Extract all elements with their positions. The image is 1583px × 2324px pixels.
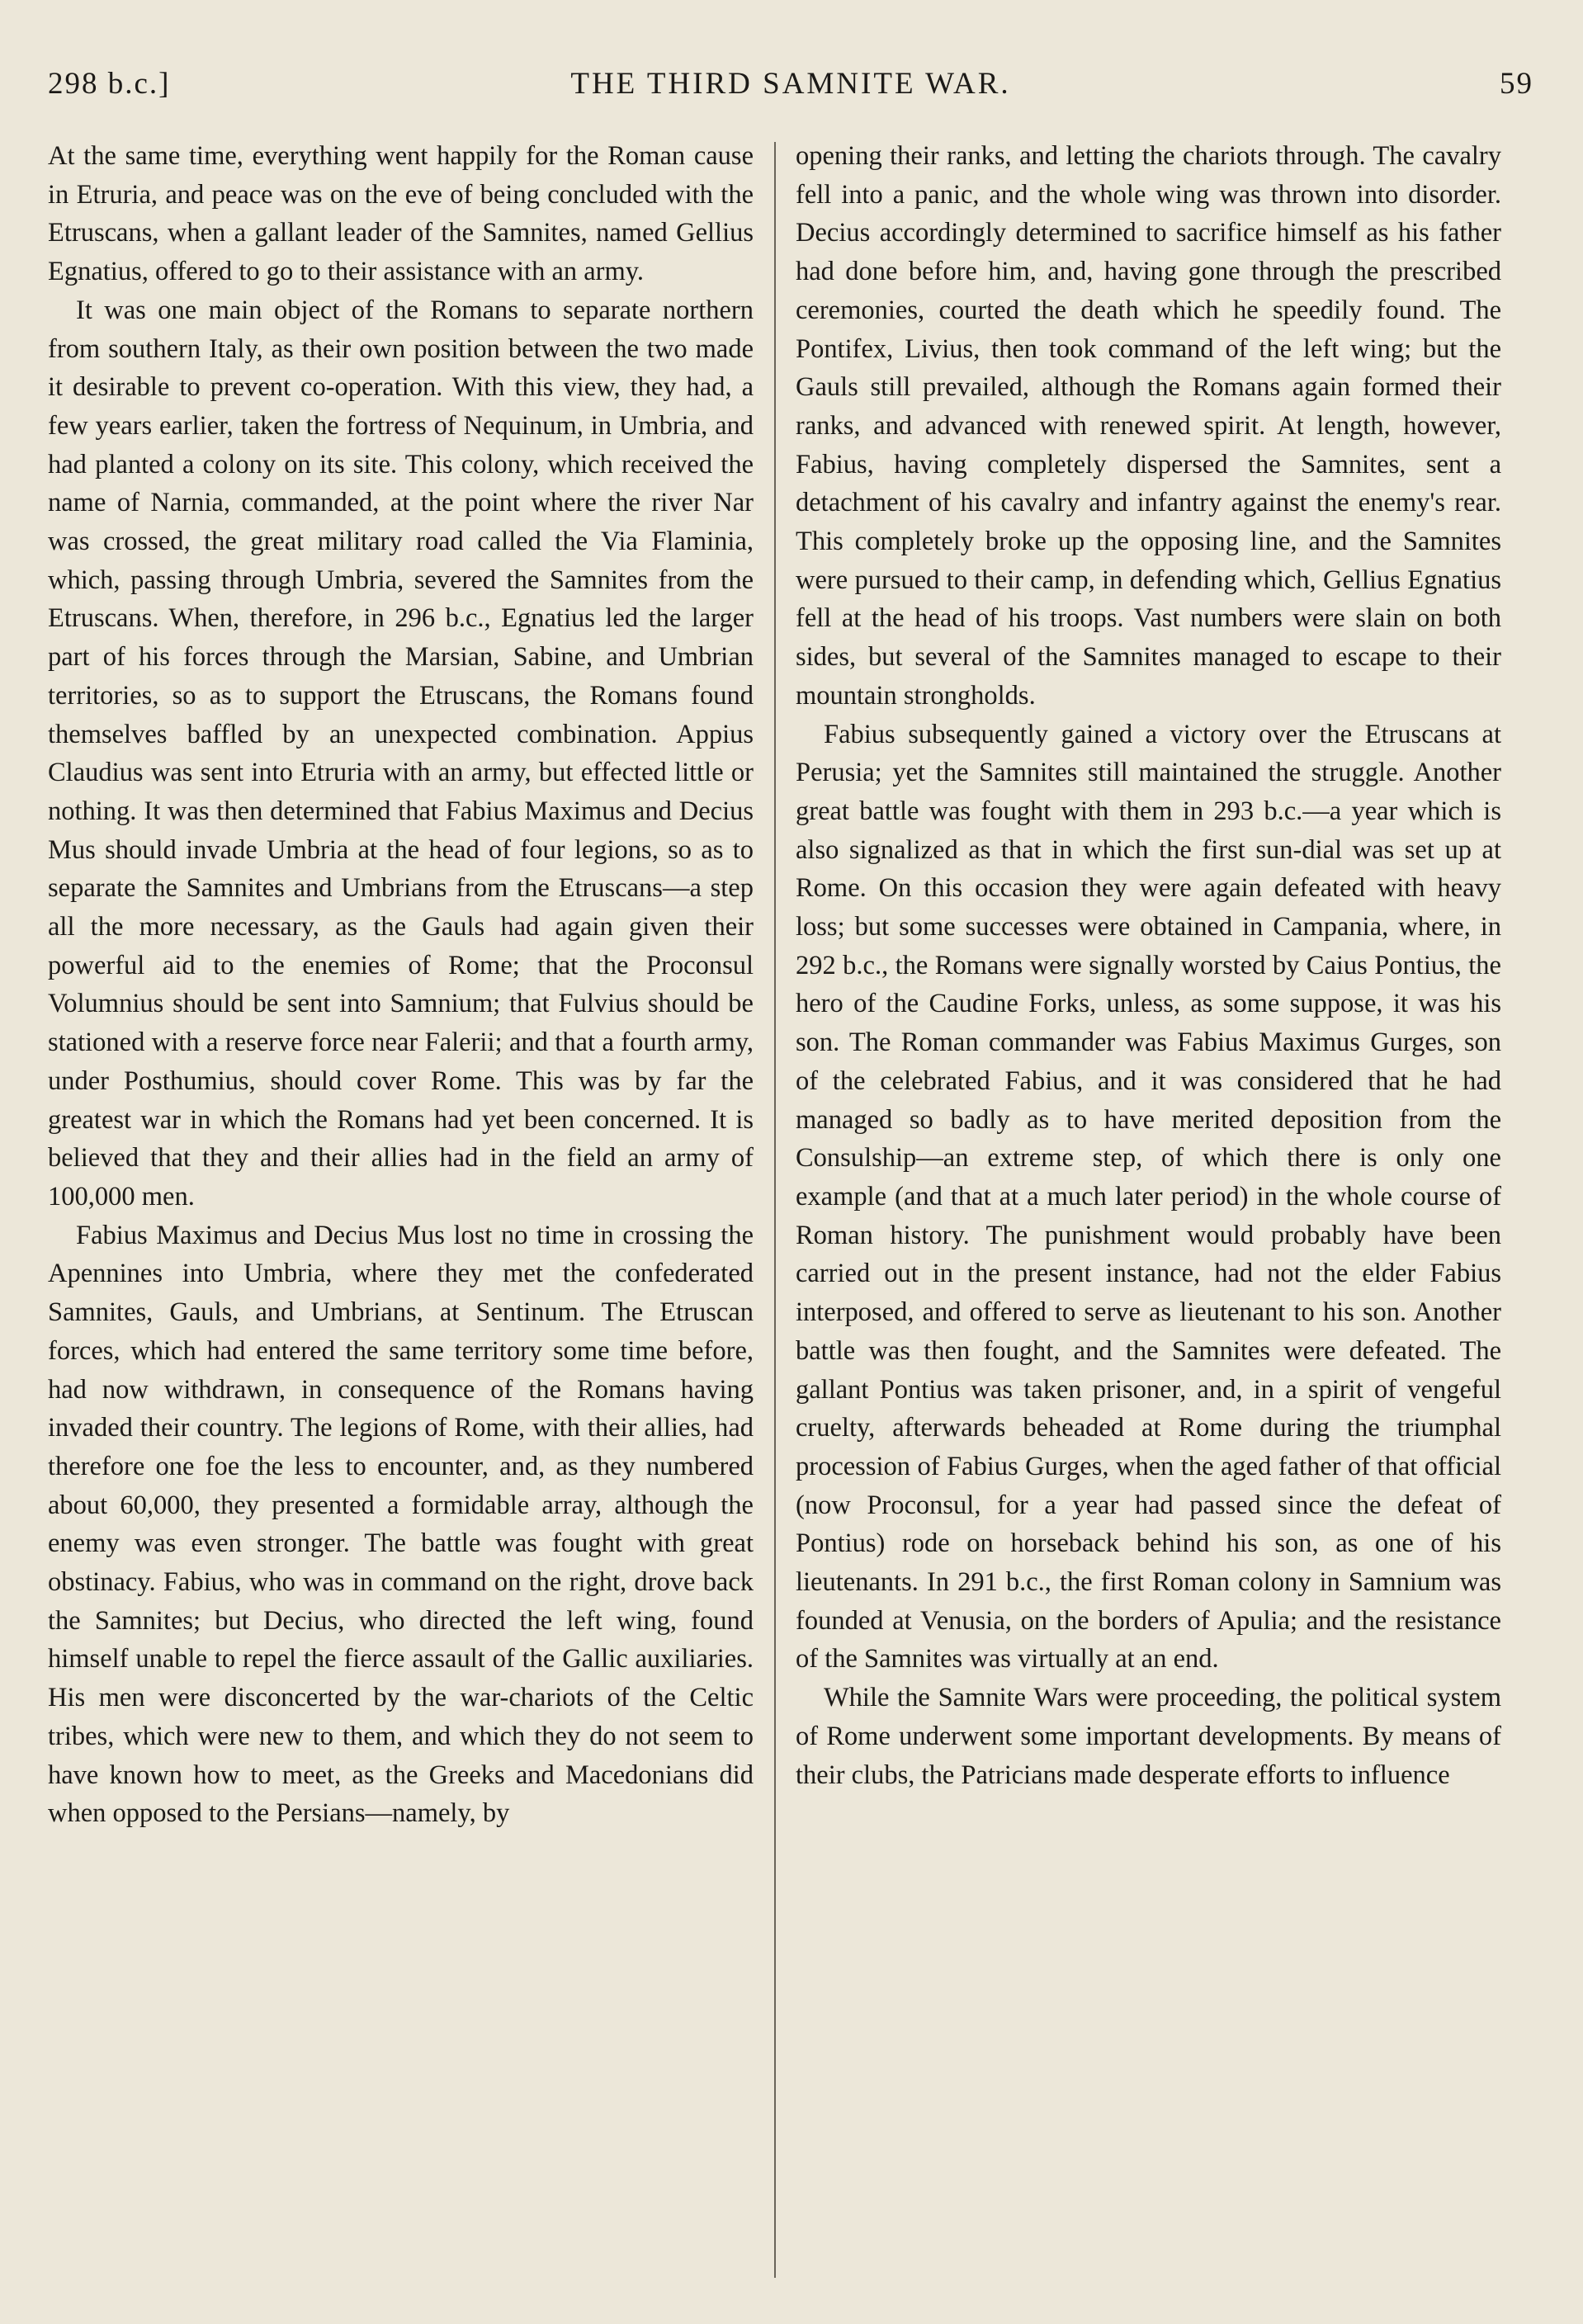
paragraph: While the Samnite Wars were proceeding, the political system of Rome underwent some important developments. By means of their clubs, the Patricians made desperate efforts to influence [796,1683,1501,1790]
paragraph: opening their ranks, and letting the chariots through. The cavalry fell into a panic, and the whole wing was thrown into disorder. Decius accordingly determined to sacrifice himself as his father had done before him, and, having gone through the prescribed ceremonies, courted the death which he speedily found. The Pontifex, Livius, then took command of the left wing; but the Gauls still prevailed, although the Romans again formed their ranks, and advanced with renewed spirit. At length, however, Fabius, having completely dispersed the Samnites, sent a detachment of his cavalry and infantry against the enemy's rear. This completely broke up the opposing line, and the Samnites were pursued to their camp, in defending which, Gellius Egnatius fell at the head of his troops. Vast numbers were slain on both sides, but several of the Samnites managed to escape to their mountain strongholds. [796,141,1501,711]
paragraph: Fabius Maximus and Decius Mus lost no time in crossing the Apennines into Umbria, where they met the confederated Samnites, Gauls, and Umbrians, at Sentinum. The Etruscan forces, which had entered the same territory some time before, had now withdrawn, in consequence of the Romans having invaded their country. The legions of Rome, with their allies, had therefore one foe the less to encounter, and, as they numbered about 60,000, they presented a formidable array, although the enemy was even stronger. The battle was fought with great obstinacy. Fabius, who was in command on the right, drove back the Samnites; but Decius, who directed the left wing, found himself unable to repel the fierce assault of the Gallic auxiliaries. His men were disconcerted by the war-chariots of the Celtic tribes, which were new to them, and which they do not seem to have known how to meet, as the Greeks and Macedonians did when opposed to the Persians—namely, by [48,1220,754,1829]
paragraph: Fabius subsequently gained a victory over the Etruscans at Perusia; yet the Samnites still maintained the struggle. Another great battle was fought with them in 293 b.c.—a year which is also signalized as that in which the first sun-dial was set up at Rome. On this occasion they were again defeated with heavy loss; but some successes were obtained in Campania, where, in 292 b.c., the Romans were signally worsted by Caius Pontius, the hero of the Caudine Forks, unless, as some suppose, it was his son. The Roman commander was Fabius Maximus Gurges, son of the celebrated Fabius, and it was considered that he had managed so badly as to have merited deposition from the Consulship—an extreme step, of which there is only one example (and that at a much later period) in the whole course of Roman history. The punishment would probably have been carried out in the present instance, had not the elder Fabius interposed, and offered to serve as lieutenant to his son. Another battle was then fought, and the Samnites were defeated. The gallant Pontius was taken prisoner, and, in a spirit of vengeful cruelty, afterwards beheaded at Rome during the triumphal procession of Fabius Gurges, when the aged father of that official (now Proconsul, for a year had passed since the defeat of Pontius) rode on horseback behind his son, as one of his lieutenants. In 291 b.c., the first Roman colony in Samnium was founded at Venusia, on the borders of Apulia; and the resistance of the Samnites was virtually at an end. [796,719,1501,1675]
chapter-title: THE THIRD SAMNITE WAR. [570,67,1011,101]
header-date: 298 b.c.] [48,67,171,101]
paragraph: It was one main object of the Romans to separate northern from southern Italy, as their own position between the two made it desirable to prevent co-operation. With this view, they had, a few years earlier, taken the fortress of Nequinum, in Umbria, and had planted a colony on its site. This colony, which received the name of Narnia, commanded, at the point where the river Nar was crossed, the great military road called the Via Flaminia, which, passing through Umbria, severed the Samnites from the Etruscans. When, therefore, in 296 b.c., Egnatius led the larger part of his forces through the Marsian, Sabine, and Umbrian territories, so as to support the Etruscans, the Romans found themselves baffled by an unexpected combination. Appius Claudius was sent into Etruria with an army, but effected little or nothing. It was then determined that Fabius Maximus and Decius Mus should invade Umbria at the head of four legions, so as to separate the Samnites and Umbrians from the Etruscans—a step all the more necessary, as the Gauls had again given their powerful aid to the enemies of Rome; that the Proconsul Volumnius should be sent into Samnium; that Fulvius should be stationed with a reserve force near Falerii; and that a fourth army, under Posthumius, should cover Rome. This was by far the greatest war in which the Romans had yet been concerned. It is believed that they and their allies had in the field an army of 100,000 men. [48,295,754,1212]
left-column [48,137,754,1833]
page-number: 59 [1500,67,1533,101]
running-header [48,66,1533,116]
column-divider [774,142,776,2278]
paragraph: At the same time, everything went happily for the Roman cause in Etruria, and peace was on the eve of being concluded with the Etruscans, when a gallant leader of the Samnites, named Gellius Egnatius, offered to go to their assistance with an army. [48,141,754,287]
right-column [796,137,1501,1794]
